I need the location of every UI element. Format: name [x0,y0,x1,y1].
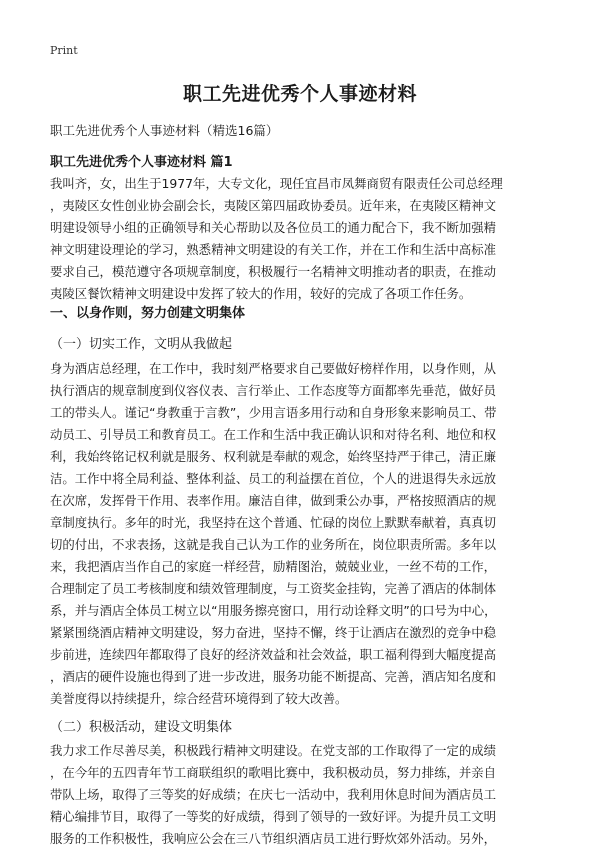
paragraph-line: 神文明建设理论的学习，熟悉精神文明建设的有关工作，并在工作和生活中高标准 [50,242,497,257]
paragraph-line: 要求自己，模范遵守各项规章制度，积极履行一名精神文明推动者的职责，在推动 [50,264,497,279]
document-title: 职工先进优秀个人事迹材料 [182,83,417,105]
paragraph-line: 我力求工作尽善尽美，积极践行精神文明建设。在党支部的工作取得了一定的成绩 [50,743,497,758]
section-title: 职工先进优秀个人事迹材料 篇1 [50,155,233,170]
heading-1: 一、以身作则，努力创建文明集体 [50,306,246,321]
document-subtitle: 职工先进优秀个人事迹材料（精选16篇） [50,123,279,138]
paragraph-line: 夷陵区餐饮精神文明建设中发挥了较大的作用，较好的完成了各项工作任务。 [50,286,472,301]
paragraph-line: 在次席，发挥骨干作用、表率作用。廉洁自律，做到秉公办事，严格按照酒店的规 [50,493,497,508]
paragraph-line: 系，并与酒店全体员工树立以“用服务擦亮窗口，用行动诠释文明”的口号为中心， [50,603,497,618]
paragraph-line: 章制度执行。多年的时光，我坚持在这个普通、忙碌的岗位上默默奉献着，真真切 [50,515,497,530]
paragraph-line: ，在今年的五四青年节工商联组织的歌唱比赛中，我积极动员，努力排练，并亲自 [50,765,497,780]
heading-1-1: （一）切实工作，文明从我做起 [50,337,233,352]
paragraph-line: 利，我始终铭记权利就是服务、权利就是奉献的观念，始终坚持严于律己，清正廉 [50,449,497,464]
paragraph-line: 来，我把酒店当作自己的家庭一样经营，励精图治，兢兢业业，一丝不苟的工作， [50,559,497,574]
paragraph-line: 我叫齐，女，出生于1977年，大专文化，现任宜昌市凤舞商贸有限责任公司总经理 [50,176,503,191]
paragraph-line: 服务的工作积极性，我响应公会在三八节组织酒店员工进行野炊郊外活动。另外， [50,831,497,846]
paragraph-line: 执行酒店的规章制度到仪容仪表、言行举止、工作态度等方面都率先垂范，做好员 [50,383,497,398]
paragraph-line: 明建设领导小组的正确领导和关心帮助以及各位员工的通力配合下，我不断加强精 [50,220,497,235]
paragraph-1 [50,358,555,710]
intro-paragraph [50,173,555,305]
paragraph-line: 带队上场，取得了三等奖的好成绩；在庆七一活动中，我利用休息时间为酒店员工 [50,787,497,802]
paragraph-line: 合理制定了员工考核制度和绩效管理制度，与工资奖金挂钩，完善了酒店的体制体 [50,581,497,596]
paragraph-line: 动员工、引导员工和教育员工。在工作和生活中我正确认识和对待名利、地位和权 [50,427,497,442]
paragraph-line: 身为酒店总经理，在工作中，我时刻严格要求自己要做好榜样作用，以身作则，从 [50,361,497,376]
print-link[interactable]: Print [50,44,78,57]
paragraph-line: 洁。工作中将全局利益、整体利益、员工的利益摆在首位，个人的进退得失永远放 [50,471,497,486]
paragraph-line: 工的带头人。谨记“身教重于言教”，少用言语多用行动和自身形象来影响员工、带 [50,405,497,420]
paragraph-line: ，酒店的硬件设施也得到了进一步改进，服务功能不断提高、完善，酒店知名度和 [50,669,497,684]
paragraph-line: 步前进，连续四年都取得了良好的经济效益和社会效益，职工福利得到大幅度提高 [50,647,497,662]
paragraph-line: 精心编排节目，取得了一等奖的好成绩，得到了领导的一致好评。为提升员工文明 [50,809,497,824]
paragraph-line: 紧紧围绕酒店精神文明建设，努力奋进，坚持不懈，终于让酒店在激烈的竞争中稳 [50,625,497,640]
paragraph-line: ，夷陵区女性创业协会副会长，夷陵区第四届政协委员。近年来，在夷陵区精神文 [50,198,497,213]
paragraph-line: 切的付出，不求表扬，这就是我自己认为工作的业务所在，岗位职责所需。多年以 [50,537,497,552]
paragraph-line: 美誉度得以持续提升，综合经营环境得到了较大改善。 [50,691,348,706]
paragraph-2 [50,740,555,850]
heading-1-2: （二）积极活动，建设文明集体 [50,720,233,735]
